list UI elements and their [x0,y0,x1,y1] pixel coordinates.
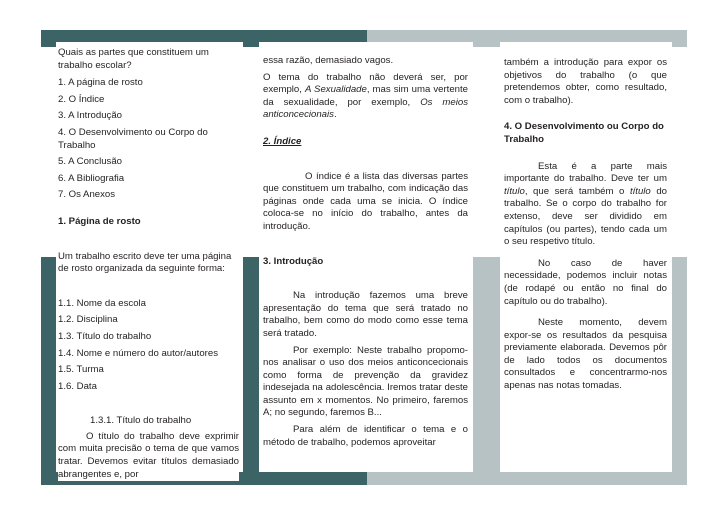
development-text-a: Esta é a parte mais importante do trabalho. Deve ter um [504,160,667,185]
development-text-c: do trabalho. Se o corpo do trabalho for extenso, deve ser dividido em capítulos (ou partes), tendo cada um o seu respetivo título. [504,185,667,248]
theme-text-b: , mas sim uma vertente da sexualidade, por exemplo, [263,84,469,108]
section-heading-development: 4. O Desenvolvimento ou Corpo do Trabalho [504,121,664,145]
column-left [58,47,239,481]
intro-paragraph: Na introdução fazemos uma breve apresentação do tema que será tratado no trabalho, bem como do modo como esse tema será tratado. [263,290,468,339]
method-paragraph: Para além de identificar o tema e o método de trabalho, podemos aproveitar [263,424,468,448]
subitem: 1.5. Turma [58,364,104,376]
subitem: 1.3. Título do trabalho [58,330,152,342]
section-heading-intro: 3. Introdução [263,255,324,267]
example-paragraph: Por exemplo: Neste trabalho propomo-nos analisar o uso dos meios anticoncecionais como forma de prevenção da gravidez indesejada na adolescência. Iremos tratar deste assunto em x momentos. No primeiro, faremos A; no segundo, faremos B... [263,344,468,419]
title-paragraph: O título do trabalho deve exprimir com muita precisão o tema de que vamos tratar. Devemos evitar títulos demasiado abrangentes e, por [58,430,239,480]
subitem: 1.2. Disciplina [58,314,118,326]
column-middle [263,55,468,449]
column-right [504,57,667,393]
development-title-2: título [629,185,651,197]
sub-heading: 1.3.1. Título do trabalho [90,415,192,427]
section-heading-index: 2. Índice [263,135,302,147]
toc-item: 7. Os Anexos [58,189,116,201]
vague-text: essa razão, demasiado vagos. [263,55,394,66]
toc-item: 5. A Conclusão [58,156,123,168]
toc-item: 2. O Índice [58,93,105,105]
results-paragraph: Neste momento, devem expor-se os resultados da pesquisa previamente elaborada. Devemos pôr de lado todos os documentos consultados e concentrarmo-nos apenas nas notas tomadas. [504,317,667,392]
notes-paragraph: No caso de haver necessidade, podemos incluir notas (de rodapé ou então no final do capítulo ou do trabalho). [504,257,667,307]
subitem: 1.6. Data [58,380,97,392]
development-paragraph [504,161,667,249]
theme-text-a: O tema do trabalho não deverá ser, por exemplo, [263,71,468,96]
subitem: 1.4. Nome e número do autor/autores [58,347,218,359]
theme-text-c: . [333,109,337,121]
toc-item: 4. O Desenvolvimento ou Corpo do Trabalho [58,126,208,151]
theme-example-2: Os meios anticoncecionais [263,96,468,121]
index-paragraph: O índice é a lista das diversas partes que constituem um trabalho, com indicação das páginas onde cada uma se inicia. O índice coloca-se no início do trabalho, antes da introdução. [263,170,468,232]
page-intro-text: Um trabalho escrito deve ter uma página de rosto organizada da seguinte forma: [58,250,232,275]
toc-item: 3. A Introdução [58,110,123,122]
development-title-1: título [504,185,525,197]
toc-item: 6. A Bibliografia [58,172,125,184]
objectives-paragraph: também a introdução para expor os objetivos do trabalho (o que pretendemos obter, como resultado, com o trabalho). [504,57,667,106]
theme-paragraph [263,72,468,122]
section-heading-page: 1. Página de rosto [58,215,141,227]
theme-example-1: A Sexualidade [304,84,367,96]
toc-item: 1. A página de rosto [58,77,143,89]
question-text: Quais as partes que constituem um trabalho escolar? [58,47,209,71]
subitem: 1.1. Nome da escola [58,297,146,309]
development-text-b: , que será também o [524,185,630,197]
